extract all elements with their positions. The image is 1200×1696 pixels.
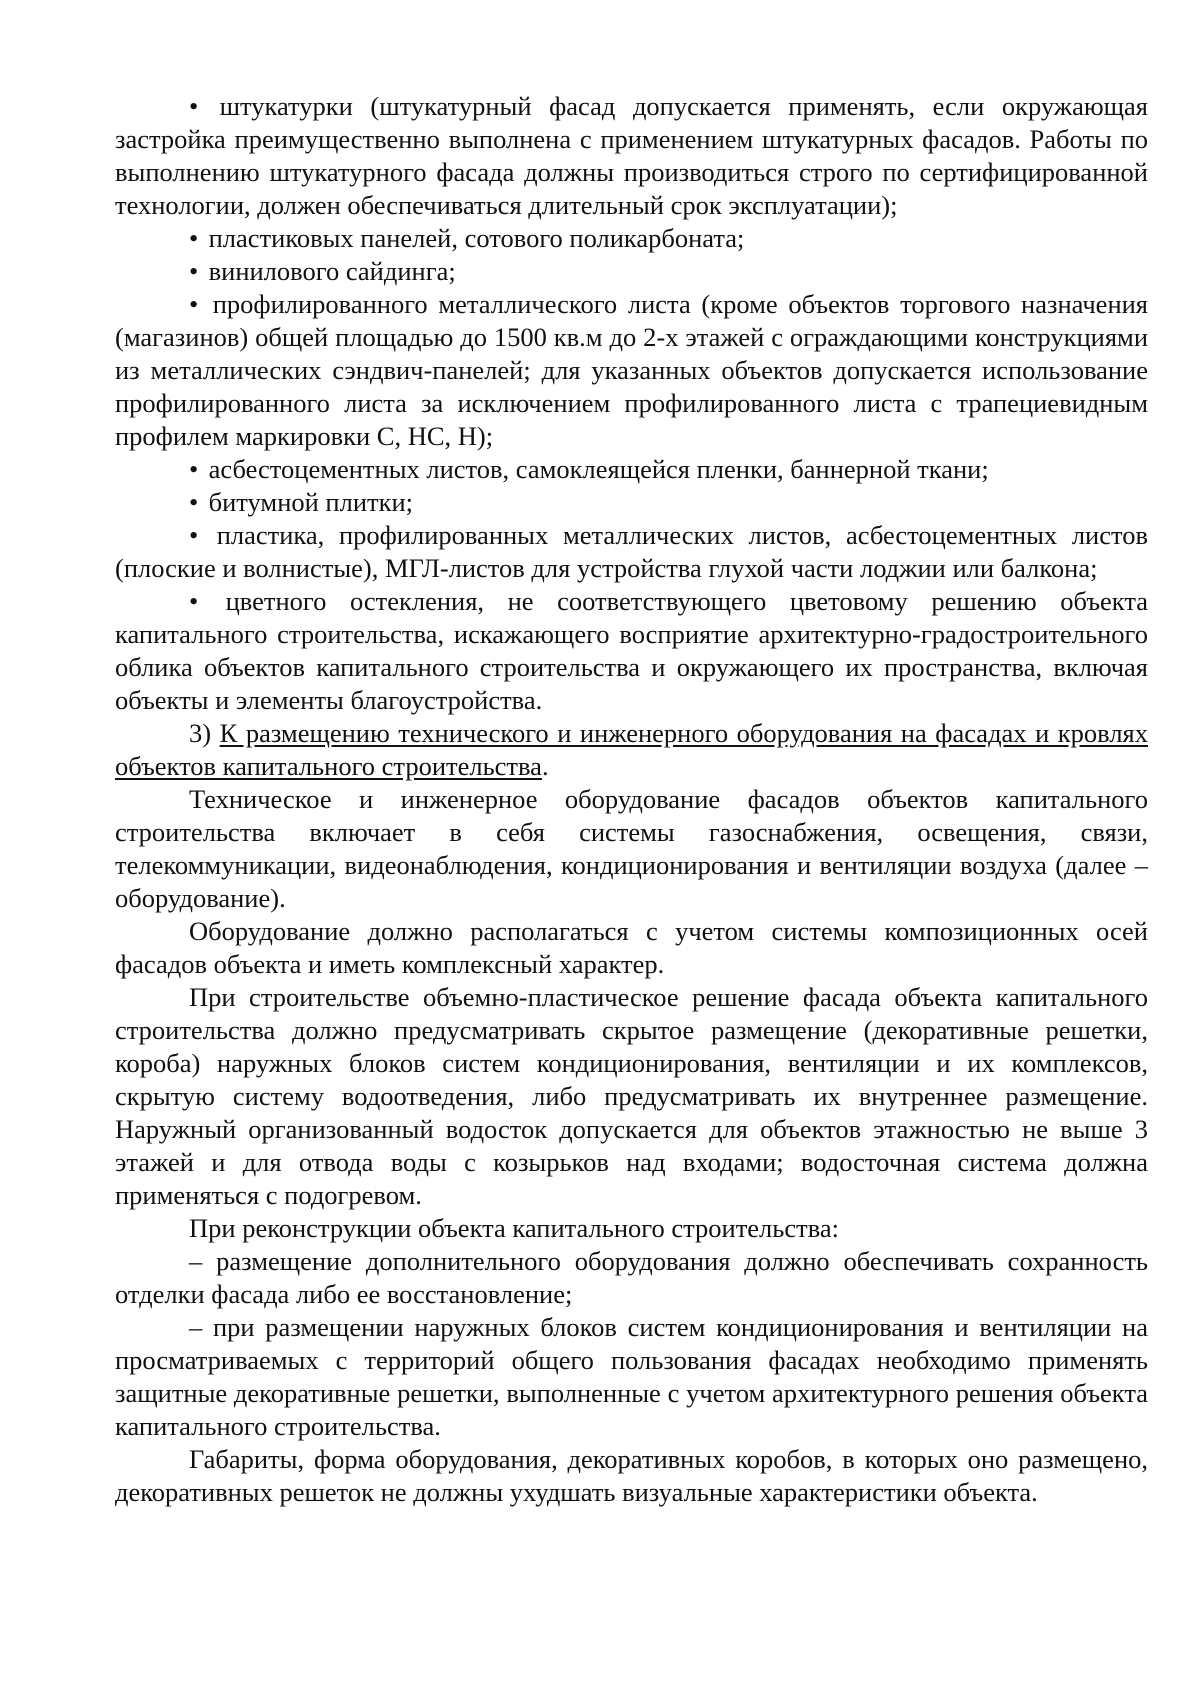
- bullet-icon: •: [189, 91, 199, 121]
- bullet-icon: •: [189, 454, 199, 484]
- section-heading: [115, 717, 1148, 783]
- list-item-plaster: [115, 90, 1148, 222]
- list-item-plastic-panels: [115, 222, 1148, 255]
- list-item-bitumen-tile: [115, 486, 1148, 519]
- list-item-text: битумной плитки;: [208, 487, 414, 517]
- list-item-text: цветного остекления, не соответствующего цветовому решению объекта капитального строительства, искажающего восприятие архитектурно-градостроительного облика объектов капитального строительства и окружающего их пространства, включая объекты и элементы благоустройства.: [115, 586, 1149, 715]
- bullet-icon: •: [189, 256, 199, 286]
- list-item-asbestos-sheets: [115, 453, 1148, 486]
- paragraph-reconstruction-item-1: – размещение дополнительного оборудования должно обеспечивать сохранность отделки фасада либо ее восстановление;: [115, 1246, 1148, 1309]
- paragraph-reconstruction-intro: При реконструкции объекта капитального строительства:: [189, 1213, 839, 1243]
- paragraph-equipment-definition: Техническое и инженерное оборудование фасадов объектов капитального строительства включает в себя системы газоснабжения, освещения, связи, телекоммуникации, видеонаблюдения, кондиционирования и вентиляции воздуха (далее – оборудование).: [115, 784, 1148, 913]
- list-item-vinyl-siding: [115, 255, 1148, 288]
- section-title: К размещению технического и инженерного оборудования на фасадах и кровлях объектов капитального строительства: [115, 718, 1148, 781]
- bullet-icon: •: [189, 586, 199, 616]
- list-item-profiled-sheet: [115, 288, 1148, 453]
- bullet-icon: •: [189, 487, 199, 517]
- bullet-icon: •: [189, 520, 199, 550]
- document-body: [115, 90, 1148, 1509]
- list-item-loggia-materials: [115, 519, 1148, 585]
- list-item-text: винилового сайдинга;: [208, 256, 456, 286]
- paragraph-construction-requirements: При строительстве объемно-пластическое решение фасада объекта капитального строительства должно предусматривать скрытое размещение (декоративные решетки, короба) наружных блоков систем кондиционирования, вентиляции и их комплексов, скрытую систему водоотведения, либо предусматривать их внутреннее размещение. Наружный организованный водосток допускается для объектов этажностью не выше 3 этажей и для отвода воды с козырьков над входами; водосточная система должна применяться с подогревом.: [115, 982, 1148, 1210]
- list-item-text: пластиковых панелей, сотового поликарбоната;: [208, 223, 745, 253]
- list-item-colored-glazing: [115, 585, 1148, 717]
- list-item-text: асбестоцементных листов, самоклеящейся пленки, баннерной ткани;: [208, 454, 989, 484]
- paragraph-equipment-placement: Оборудование должно располагаться с учетом системы композиционных осей фасадов объекта и иметь комплексный характер.: [115, 916, 1148, 979]
- bullet-icon: •: [189, 289, 199, 319]
- paragraph-reconstruction-item-2: – при размещении наружных блоков систем кондиционирования и вентиляции на просматриваемых с территорий общего пользования фасадах необходимо применять защитные декоративные решетки, выполненные с учетом архитектурного решения объекта капитального строительства.: [115, 1312, 1148, 1441]
- list-item-text: профилированного металлического листа (кроме объектов торгового назначения (магазинов) общей площадью до 1500 кв.м до 2-х этажей с ограждающими конструкциями из металлических сэндвич-панелей; для указанных объектов допускается использование профилированного листа за исключением профилированного листа с трапециевидным профилем маркировки С, НС, Н);: [115, 289, 1148, 451]
- bullet-icon: •: [189, 223, 199, 253]
- list-item-text: пластика, профилированных металлических листов, асбестоцементных листов (плоские и волнистые), МГЛ-листов для устройства глухой части лоджии или балкона;: [115, 520, 1148, 583]
- section-number: 3): [189, 718, 220, 748]
- section-title-suffix: .: [541, 751, 549, 781]
- paragraph-dimensions: Габариты, форма оборудования, декоративных коробов, в которых оно размещено, декоративных решеток не должны ухудшать визуальные характеристики объекта.: [115, 1444, 1148, 1507]
- list-item-text: штукатурки (штукатурный фасад допускается применять, если окружающая застройка преимущественно выполнена с применением штукатурных фасадов. Работы по выполнению штукатурного фасада должны производиться строго по сертифицированной технологии, должен обеспечиваться длительный срок эксплуатации);: [115, 91, 1148, 220]
